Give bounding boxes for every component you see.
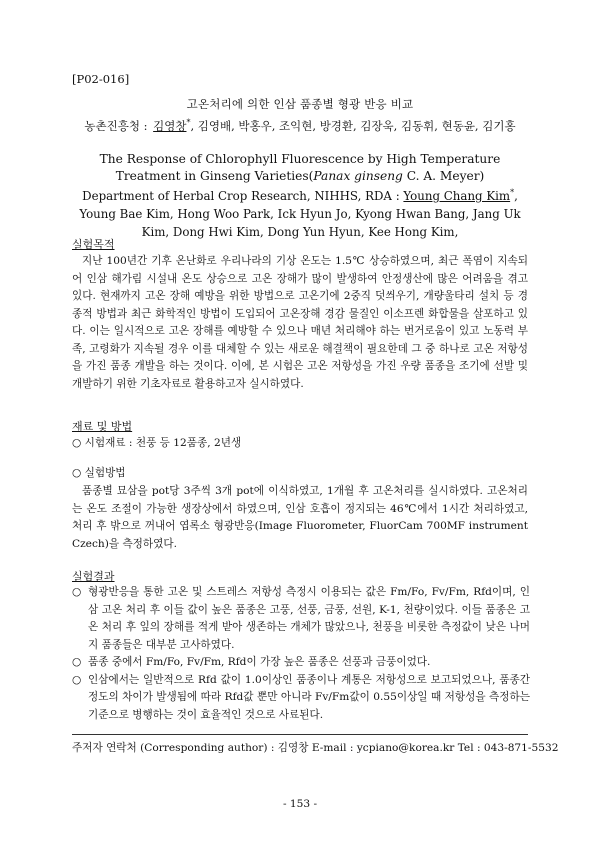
korean-title: 고온처리에 의한 인삼 품종별 형광 반응 비교 bbox=[186, 97, 414, 111]
methods-text: 품종별 묘삼을 pot당 3주씩 3개 pot에 이식하였고, 1개월 후 고온처리를 실시하였다. 고온처리는 온도 조절이 가능한 생장상에서 하였으며, 인삼 호흡이 정지되는 46℃에서 1시간 처리하였고, 처리 후 밖으로 꺼내어 엽록소 형광반응(Image Fluorometer, FluorCam 700MF instrument Czech)을 측정하였다. bbox=[72, 485, 528, 550]
results-item bbox=[72, 654, 530, 672]
english-title-prefix: The Response of Chlorophyll Fluorescence by High Temperature Treatment in Ginseng Varieties( bbox=[99, 152, 501, 183]
english-corresponding-mark: * bbox=[510, 188, 515, 197]
english-title-species: Panax ginseng bbox=[313, 169, 403, 183]
materials-item-1: ○ 시험재료 : 천풍 등 12품종, 2년생 bbox=[72, 437, 242, 449]
korean-authors bbox=[0, 118, 600, 134]
results-text-2: 품종 중에서 Fm/Fo, Fv/Fm, Rfd이 가장 높은 품종은 선풍과 금풍이었다. bbox=[88, 656, 431, 668]
english-first-author: Young Chang Kim bbox=[403, 188, 511, 203]
korean-coauthors: , 김영배, 박홍우, 조익현, 방경환, 김장욱, 김동휘, 현동윤, 김기홍 bbox=[190, 119, 516, 133]
footer-divider bbox=[72, 734, 528, 735]
corresponding-mark: * bbox=[186, 118, 191, 128]
english-title-suffix: C. A. Meyer) bbox=[402, 169, 485, 183]
abstract-code: [P02-016] bbox=[72, 72, 130, 86]
bullet-mark: ○ bbox=[72, 586, 82, 598]
purpose-heading: 실험목적 bbox=[72, 238, 115, 251]
methods-paragraph bbox=[72, 483, 528, 553]
page-number: - 153 - bbox=[282, 798, 318, 810]
korean-affiliation: 농촌진흥청 : bbox=[84, 119, 148, 133]
english-coauthors: , Young Bae Kim, Hong Woo Park, Ick Hyun Jo, Kyong Hwan Bang, Jang Uk Kim, Dong Hwi Kim, Dong Yun Hyun, Kee Hong Kim, bbox=[79, 188, 521, 239]
purpose-paragraph bbox=[72, 253, 528, 393]
corresponding-author-note: 주저자 연락처 (Corresponding author) : 김영창 E-mail : ycpiano@korea.kr Tel : 043-871-5532 bbox=[72, 742, 559, 754]
results-text-1: 형광반응을 통한 고온 및 스트레스 저항성 측정시 이용되는 값은 Fm/Fo, Fv/Fm, Rfd이며, 인삼 고온 처리 후 이들 값이 높은 품종은 고풍, 선풍, 금풍, 선원, K-1, 천량이었다. 이들 품종은 고온 처리 후 잎의 장해를 적게 받아 생존하는 개체가 많았으나, 천풍을 비롯한 측정값이 낮은 나머지 품종들은 대부분 고사하였다. bbox=[88, 586, 530, 651]
english-department: Department of Herbal Crop Research, NIHHS, RDA : bbox=[82, 188, 400, 203]
results-item bbox=[72, 584, 530, 654]
results-heading: 실험결과 bbox=[72, 570, 115, 583]
results-text-3: 인삼에서는 일반적으로 Rfd 값이 1.0이상인 품종이나 계통은 저항성으로 보고되었으나, 품종간 정도의 차이가 발생됨에 따라 Rfd값 뿐만 아니라 Fv/Fm값이 0.55이상일 때 저항성을 측정하는 기준으로 병행하는 것이 효율적인 것으로 사료된다. bbox=[88, 673, 530, 721]
purpose-text: 지난 100년간 기후 온난화로 우리나라의 기상 온도는 1.5℃ 상승하였으며, 최근 폭염이 지속되어 인삼 해가림 시설내 온도 상승으로 고온 장해가 많이 발생하여 안정생산에 많은 어려움을 겪고 있다. 현재까지 고온 장해 예방을 위한 방법으로 고온기에 2중직 덧씌우기, 개량울타리 설치 등 경종적 방법과 최근 화학적인 방법이 도입되어 고온장해 경감 물질인 이소프렌 화합물을 살포하고 있다. 이는 일시적으로 고온 장해를 예방할 수 있으나 매년 처리해야 하는 번거로움이 있고 노동력 부족, 고령화가 지속될 경우 이를 대체할 수 있는 새로운 해결책이 필요한데 그 중 하나로 고온 저항성을 가진 품종 개발을 하는 것이다. 이에, 본 시험은 고온 저항성을 가진 우량 품종을 조기에 선발 및 개발하기 위한 기초자료로 활용하고자 실시하였다. bbox=[72, 255, 528, 390]
english-authors bbox=[66, 184, 534, 241]
results-item bbox=[72, 672, 530, 725]
materials-item-2: ○ 실험방법 bbox=[72, 467, 126, 479]
english-title bbox=[70, 151, 530, 185]
korean-first-author: 김영창 bbox=[153, 119, 187, 133]
bullet-mark: ○ bbox=[72, 656, 82, 668]
materials-heading: 재료 및 방법 bbox=[72, 420, 133, 433]
bullet-mark: ○ bbox=[72, 673, 82, 686]
results-list bbox=[72, 584, 530, 724]
